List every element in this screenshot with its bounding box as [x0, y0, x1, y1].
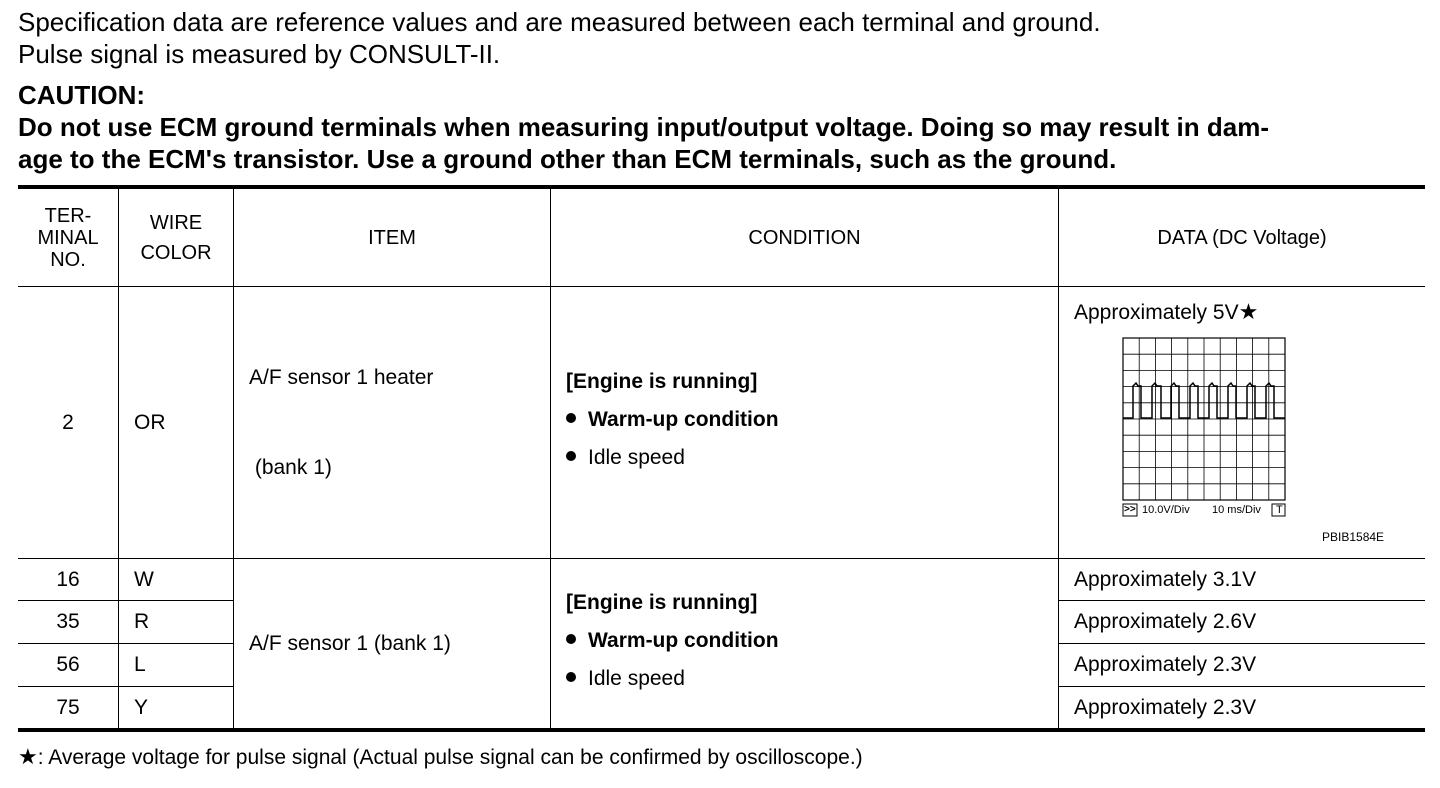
condition-cell	[566, 363, 779, 477]
scope-arrow-label: >>	[1124, 504, 1136, 515]
condition-heading: [Engine is running]	[566, 370, 758, 393]
footnote-text: : Average voltage for pulse signal (Actual pulse signal can be confirmed by oscilloscope.)	[37, 746, 863, 769]
header-text: WIRE	[149, 211, 203, 234]
condition-bullet	[566, 401, 779, 439]
star-icon: ★	[18, 744, 38, 769]
bullet-icon	[566, 672, 576, 682]
figure-id: PBIB1584E	[1322, 530, 1385, 544]
terminal-spec-table	[18, 185, 1425, 732]
header-wire-color	[119, 189, 233, 286]
wire-color-cell: L	[134, 653, 146, 676]
wire-color-cell: R	[134, 610, 150, 633]
condition-text: Warm-up condition	[588, 408, 779, 431]
header-condition: CONDITION	[748, 226, 861, 249]
data-cell: Approximately 3.1V	[1074, 567, 1257, 591]
item-text: (bank 1)	[249, 455, 332, 479]
data-value: Approximately 5V	[1074, 301, 1239, 324]
header-terminal-no	[18, 189, 118, 286]
data-cell	[1074, 297, 1258, 328]
bullet-icon	[566, 634, 576, 644]
scope-time-div: 10 ms/Div	[1212, 504, 1261, 516]
condition-heading: [Engine is running]	[566, 591, 758, 614]
spec-note-line: Specification data are reference values and are measured between each terminal and ground.	[18, 7, 1101, 37]
data-cell: Approximately 2.3V	[1074, 653, 1257, 676]
data-cell: Approximately 2.3V	[1074, 695, 1257, 719]
scope-trigger-label: T	[1276, 504, 1283, 516]
terminal-no-cell: 56	[56, 653, 80, 676]
caution-heading: CAUTION:	[18, 80, 146, 110]
condition-bullet	[566, 660, 779, 698]
bullet-icon	[566, 413, 576, 423]
condition-text: Idle speed	[588, 667, 685, 690]
terminal-no-cell: 35	[56, 610, 80, 633]
table-bottom-rule	[18, 728, 1425, 732]
item-cell: A/F sensor 1 (bank 1)	[249, 631, 451, 655]
scope-volt-div: 10.0V/Div	[1142, 504, 1190, 516]
footnote	[18, 742, 863, 773]
bullet-icon	[566, 451, 576, 461]
caution-line-1: Do not use ECM ground terminals when measuring input/output voltage. Doing so may result in dam-	[18, 112, 1269, 142]
oscilloscope-waveform	[1122, 337, 1288, 520]
pulse-note-line: Pulse signal is measured by CONSULT-II.	[18, 39, 501, 69]
wire-color-cell: W	[134, 567, 154, 591]
condition-bullet	[566, 622, 779, 660]
header-text: NO.	[50, 248, 86, 271]
wire-color-cell: Y	[134, 695, 149, 719]
star-icon: ★	[1238, 299, 1259, 324]
header-data: DATA (DC Voltage)	[1157, 226, 1327, 249]
data-cell: Approximately 2.6V	[1074, 610, 1257, 633]
header-text: TER-	[44, 204, 92, 227]
caution-text	[18, 111, 1428, 175]
header-item: ITEM	[368, 226, 416, 249]
caution-line-2: age to the ECM's transistor. Use a ground other than ECM terminals, such as the ground.	[18, 144, 1117, 174]
condition-cell	[566, 584, 779, 698]
item-text: A/F sensor 1 heater	[249, 365, 434, 389]
condition-text: Warm-up condition	[588, 629, 779, 652]
terminal-no-cell: 2	[62, 410, 74, 434]
terminal-no-cell: 16	[56, 567, 80, 591]
condition-text: Idle speed	[588, 446, 685, 469]
condition-bullet	[566, 439, 779, 477]
item-cell	[249, 287, 549, 558]
header-text: COLOR	[140, 241, 212, 264]
header-text: MINAL	[37, 226, 99, 249]
terminal-no-cell: 75	[56, 695, 80, 719]
wire-color-cell: OR	[134, 410, 166, 434]
